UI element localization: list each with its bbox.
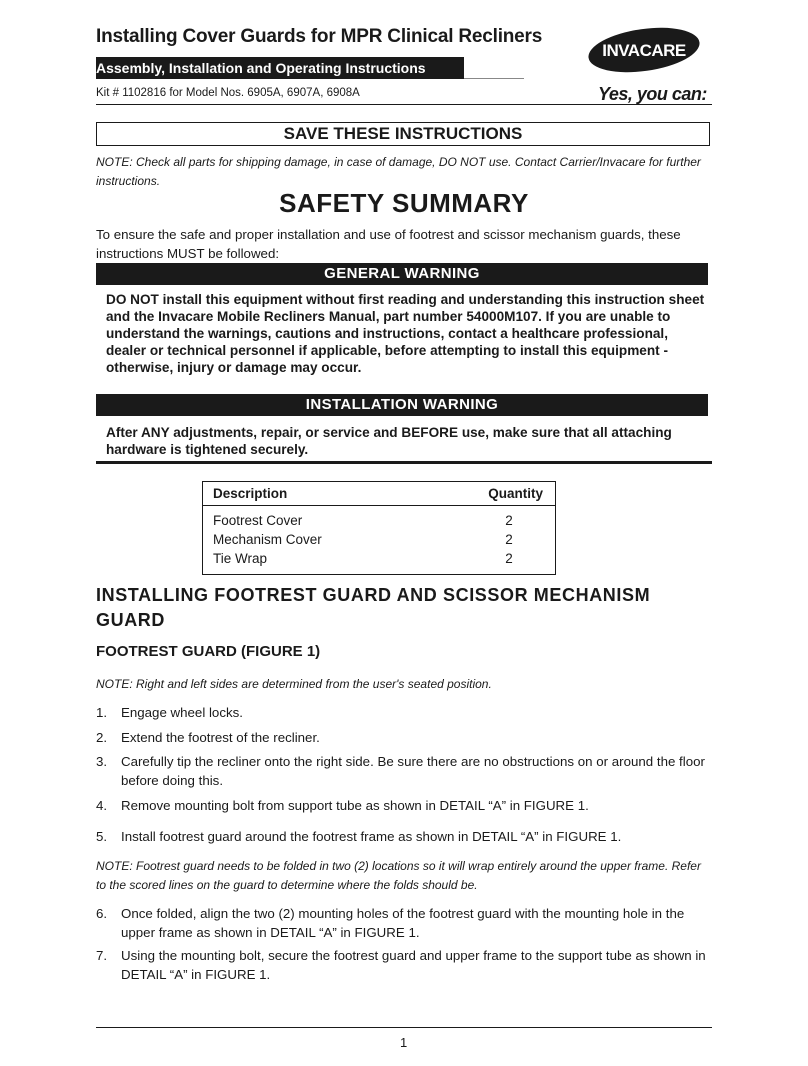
warning-rule bbox=[96, 461, 712, 464]
col-quantity: Quantity bbox=[488, 486, 543, 501]
step-text: Engage wheel locks. bbox=[121, 705, 243, 720]
part-quantity: 2 bbox=[505, 532, 513, 547]
part-description: Tie Wrap bbox=[213, 551, 268, 566]
table-row bbox=[203, 549, 555, 568]
step-item bbox=[96, 904, 712, 942]
part-quantity: 2 bbox=[505, 513, 513, 528]
save-instructions-heading: SAVE THESE INSTRUCTIONS bbox=[96, 122, 710, 146]
safety-summary-title: SAFETY SUMMARY bbox=[279, 188, 529, 218]
part-description: Footrest Cover bbox=[213, 513, 303, 528]
tagline: Yes, you can: bbox=[598, 84, 707, 104]
damage-note: NOTE: Check all parts for shipping damage, in case of damage, DO NOT use. Contact Carrier/Invacare for further instructions. bbox=[96, 155, 701, 188]
parts-table-header bbox=[203, 482, 555, 506]
step-item bbox=[96, 728, 712, 747]
step-number: 7. bbox=[96, 948, 108, 963]
kit-number: Kit # 1102816 for Model Nos. 6905A, 6907A, 6908A bbox=[96, 87, 360, 99]
page-number: 1 bbox=[400, 1035, 408, 1050]
step-text: Remove mounting bolt from support tube as shown in DETAIL “A” in FIGURE 1. bbox=[121, 798, 589, 813]
sides-note: NOTE: Right and left sides are determined from the user's seated position. bbox=[96, 677, 492, 691]
part-quantity: 2 bbox=[505, 551, 513, 566]
subtitle-rule bbox=[464, 78, 524, 79]
section-heading: INSTALLING FOOTREST GUARD AND SCISSOR MECHANISM GUARD bbox=[96, 585, 651, 630]
part-description: Mechanism Cover bbox=[213, 532, 322, 547]
brand-text: INVACARE bbox=[602, 41, 686, 60]
subtitle-bar bbox=[96, 57, 464, 79]
document-title: Installing Cover Guards for MPR Clinical Recliners bbox=[96, 26, 543, 47]
subtitle-text: Assembly, Installation and Operating Instructions bbox=[96, 60, 426, 76]
step-number: 3. bbox=[96, 754, 108, 769]
installation-warning-text: After ANY adjustments, repair, or service and BEFORE use, make sure that all attaching hardware is tightened securely. bbox=[106, 425, 672, 457]
col-description: Description bbox=[213, 486, 288, 501]
step-text: Extend the footrest of the recliner. bbox=[121, 730, 320, 745]
fold-note: NOTE: Footrest guard needs to be folded in two (2) locations so it will wrap entirely around the upper frame. Refer to the scored lines on the guard to determine where the folds should be. bbox=[96, 859, 701, 892]
step-text: Install footrest guard around the footrest frame as shown in DETAIL “A” in FIGURE 1. bbox=[121, 829, 622, 844]
table-row bbox=[203, 530, 555, 549]
step-item bbox=[96, 796, 712, 815]
invacare-logo bbox=[576, 20, 716, 87]
general-warning-bar: GENERAL WARNING bbox=[96, 263, 708, 285]
parts-table bbox=[202, 481, 556, 575]
step-number: 5. bbox=[96, 829, 108, 844]
general-warning-text: DO NOT install this equipment without first reading and understanding this instruction sheet and the Invacare Mobile Recliners Manual, part number 54000M107. If you are unable to understand the warnings, cautions and instructions, contact a healthcare professional, dealer or technical personnel if applicable, before attempting to install this equipment - otherwise, injury or damage may occur. bbox=[106, 292, 705, 375]
step-item bbox=[96, 946, 712, 984]
footrest-guard-heading: FOOTREST GUARD (FIGURE 1) bbox=[96, 643, 321, 660]
safety-intro: To ensure the safe and proper installation and use of footrest and scissor mechanism guards, these instructions MUST be followed: bbox=[96, 227, 681, 261]
step-text: Carefully tip the recliner onto the right side. Be sure there are no obstructions on or around the floor before doing this. bbox=[121, 754, 705, 788]
step-number: 1. bbox=[96, 705, 108, 720]
installation-warning-bar: INSTALLATION WARNING bbox=[96, 394, 708, 416]
step-text: Using the mounting bolt, secure the footrest guard and upper frame to the support tube as shown in DETAIL “A” in FIGURE 1. bbox=[121, 948, 706, 982]
step-item bbox=[96, 827, 712, 846]
step-number: 2. bbox=[96, 730, 108, 745]
step-text: Once folded, align the two (2) mounting holes of the footrest guard with the mounting hole in the upper frame as shown in DETAIL “A” in FIGURE 1. bbox=[121, 906, 685, 940]
step-item bbox=[96, 703, 712, 722]
footer-rule bbox=[96, 1027, 712, 1028]
table-row bbox=[203, 511, 555, 530]
step-number: 6. bbox=[96, 906, 108, 921]
step-number: 4. bbox=[96, 798, 108, 813]
step-item bbox=[96, 752, 712, 790]
